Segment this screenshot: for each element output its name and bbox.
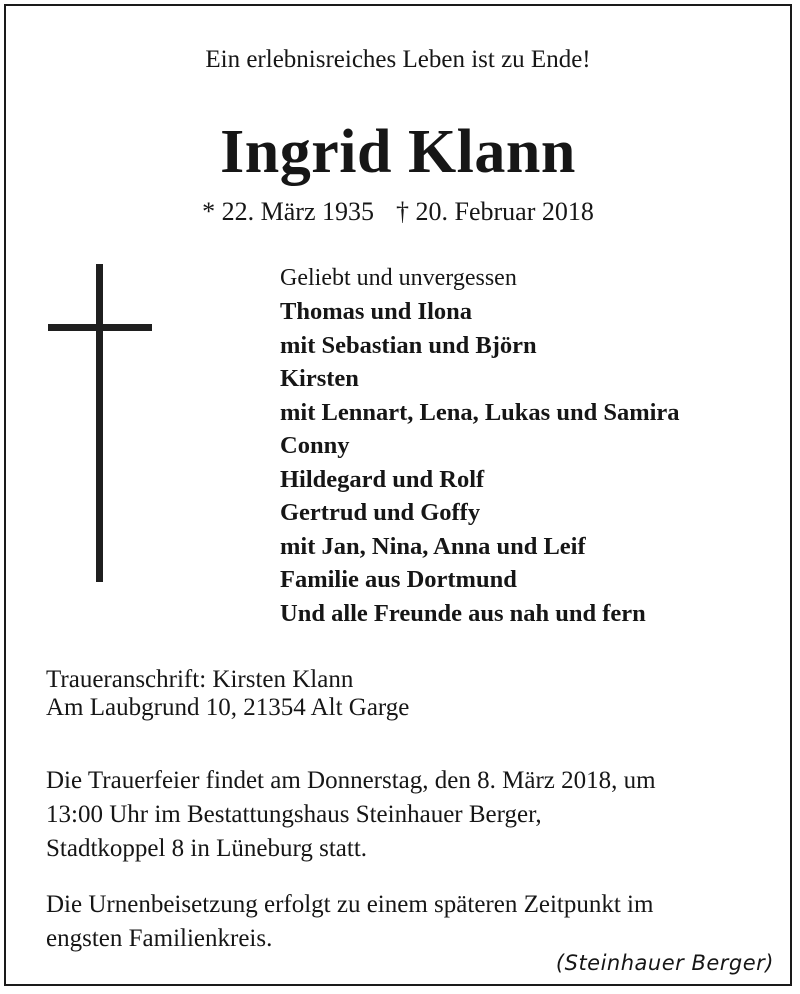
obituary-notice (4, 4, 792, 986)
mourner-line: Thomas und Ilona (280, 298, 473, 325)
mourners-list (280, 295, 780, 630)
life-dates (6, 196, 790, 228)
mourners-intro: Geliebt und unvergessen (280, 265, 517, 291)
urn-line: engsten Familienkreis. (46, 925, 273, 952)
urn-burial-info (46, 888, 776, 956)
address-line: Traueranschrift: Kirsten Klann (46, 666, 354, 693)
ceremony-line: Die Trauerfeier findet am Donnerstag, den 8. März 2018, um (46, 767, 656, 794)
mourner-line: Conny (280, 432, 350, 459)
mourner-line: mit Jan, Nina, Anna und Leif (280, 532, 586, 560)
mourners-block (280, 262, 780, 630)
mourner-line: mit Lennart, Lena, Lukas und Samira (280, 398, 680, 426)
mourner-line: mit Sebastian und Björn (280, 331, 537, 359)
motto: Ein erlebnisreiches Leben ist zu Ende! (205, 46, 591, 73)
mourner-line: Hildegard und Rolf (280, 465, 485, 493)
mourner-line: Familie aus Dortmund (280, 566, 517, 593)
undertaker-signature: (Steinhauer Berger) (555, 951, 774, 975)
mourner-line: Kirsten (280, 365, 359, 392)
cross-horizontal-bar (48, 324, 152, 331)
urn-line: Die Urnenbeisetzung erfolgt zu einem späteren Zeitpunkt im (46, 891, 654, 918)
ceremony-line: 13:00 Uhr im Bestattungshaus Steinhauer Berger, (46, 801, 542, 828)
mourner-line: Und alle Freunde aus nah und fern (280, 599, 646, 627)
deceased-name: Ingrid Klann (220, 118, 576, 186)
ceremony-line: Stadtkoppel 8 in Lüneburg statt. (46, 835, 368, 862)
ceremony-info (46, 764, 776, 866)
mourning-address (46, 666, 409, 722)
mourner-line: Gertrud und Goffy (280, 499, 481, 526)
birth-date: * 22. März 1935 (202, 197, 374, 226)
cross-vertical-bar (96, 264, 103, 582)
address-line: Am Laubgrund 10, 21354 Alt Garge (46, 694, 410, 721)
death-date: † 20. Februar 2018 (396, 197, 594, 226)
